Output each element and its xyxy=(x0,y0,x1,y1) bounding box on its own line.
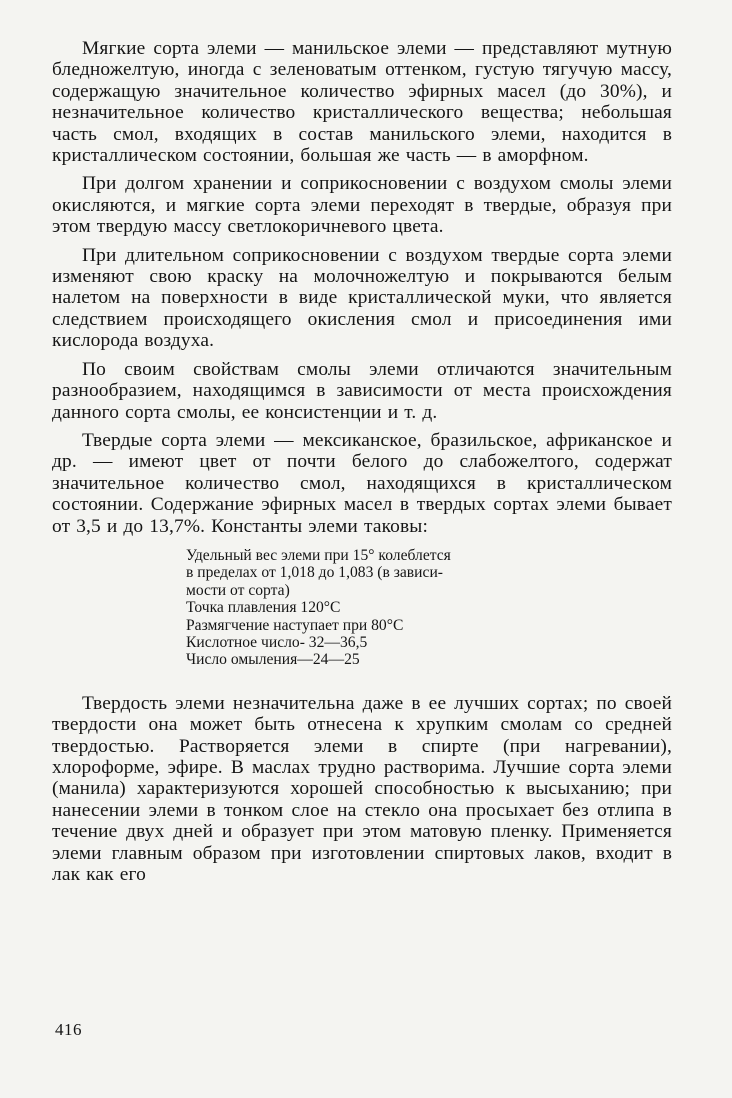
constant-saponification-number: Число омыления—24—25 xyxy=(186,651,360,669)
constant-softening-point: Размягчение наступает при 80°С xyxy=(186,616,404,634)
paragraph-hardness-use: Твердость элеми незначительна даже в ее лучших сортах; по своей твердости она может быть отнесена к хрупким смолам со средней твердостью. Растворяется элеми в спирте (при нагревании), хлороформе, эфире. В маслах трудно растворима. Лучшие сорта элеми (манила) характеризуются хорошей способностью к высыханию; при нанесении элеми в тонком слое на стекло она просыхает без отлипа в течение двух дней и образует при этом матовую пленку. Применяется элеми главным образом при изготовлении спиртовых лаков, входит в лак как его xyxy=(52,692,672,886)
constant-density-range: в пределах от 1,018 до 1,083 (в зависи- xyxy=(186,564,443,582)
paragraph-properties: По своим свойствам смолы элеми отличаются значительным разнообразием, находящимся в зависимости от места происхождения данного сорта смолы, ее консистенции и т. д. xyxy=(52,358,672,423)
paragraph-hard-elemi-color: При длительном соприкосновении с воздухом твердые сорта элеми изменяют свою краску на молочножелтую и покрываются белым налетом на поверхности в виде кристаллической муки, что является следствием происходящего окисления смол и присоединения ими кислорода воздуха. xyxy=(52,244,672,352)
constant-melting-point: Точка плавления 120°С xyxy=(186,599,341,617)
paragraph-hard-elemi-types: Твердые сорта элеми — мексиканское, бразильское, африканское и др. — имеют цвет от почти белого до слабожелтого, содержат значительное количество смол, находящихся в кристаллическом состоянии. Содержание эфирных масел в твердых сортах элеми бывает от 3,5 и до 13,7%. Константы элеми таковы: xyxy=(52,429,672,537)
constants-list xyxy=(186,547,566,669)
document-page xyxy=(52,38,672,1078)
constant-density: Удельный вес элеми при 15° колеблется xyxy=(186,546,451,564)
paragraph-soft-elemi: Мягкие сорта элеми — манильское элеми — представляют мутную бледножелтую, иногда с зеленоватым оттенком, густую тягучую массу, содержащую значительное количество эфирных масел (до 30%), и незначительное количество кристаллического вещества; небольшая часть смол, входящих в состав манильского элеми, находится в кристаллическом состоянии, большая же часть — в аморфном. xyxy=(52,38,672,167)
constant-acid-number: Кислотное число- 32—36,5 xyxy=(186,633,368,651)
constant-density-note: мости от сорта) xyxy=(186,581,290,599)
paragraph-storage-oxidation: При долгом хранении и соприкосновении с воздухом смолы элеми окисляются, и мягкие сорта элеми переходят в твердые, образуя при этом твердую массу светлокоричневого цвета. xyxy=(52,173,672,238)
page-number: 416 xyxy=(55,1020,82,1039)
